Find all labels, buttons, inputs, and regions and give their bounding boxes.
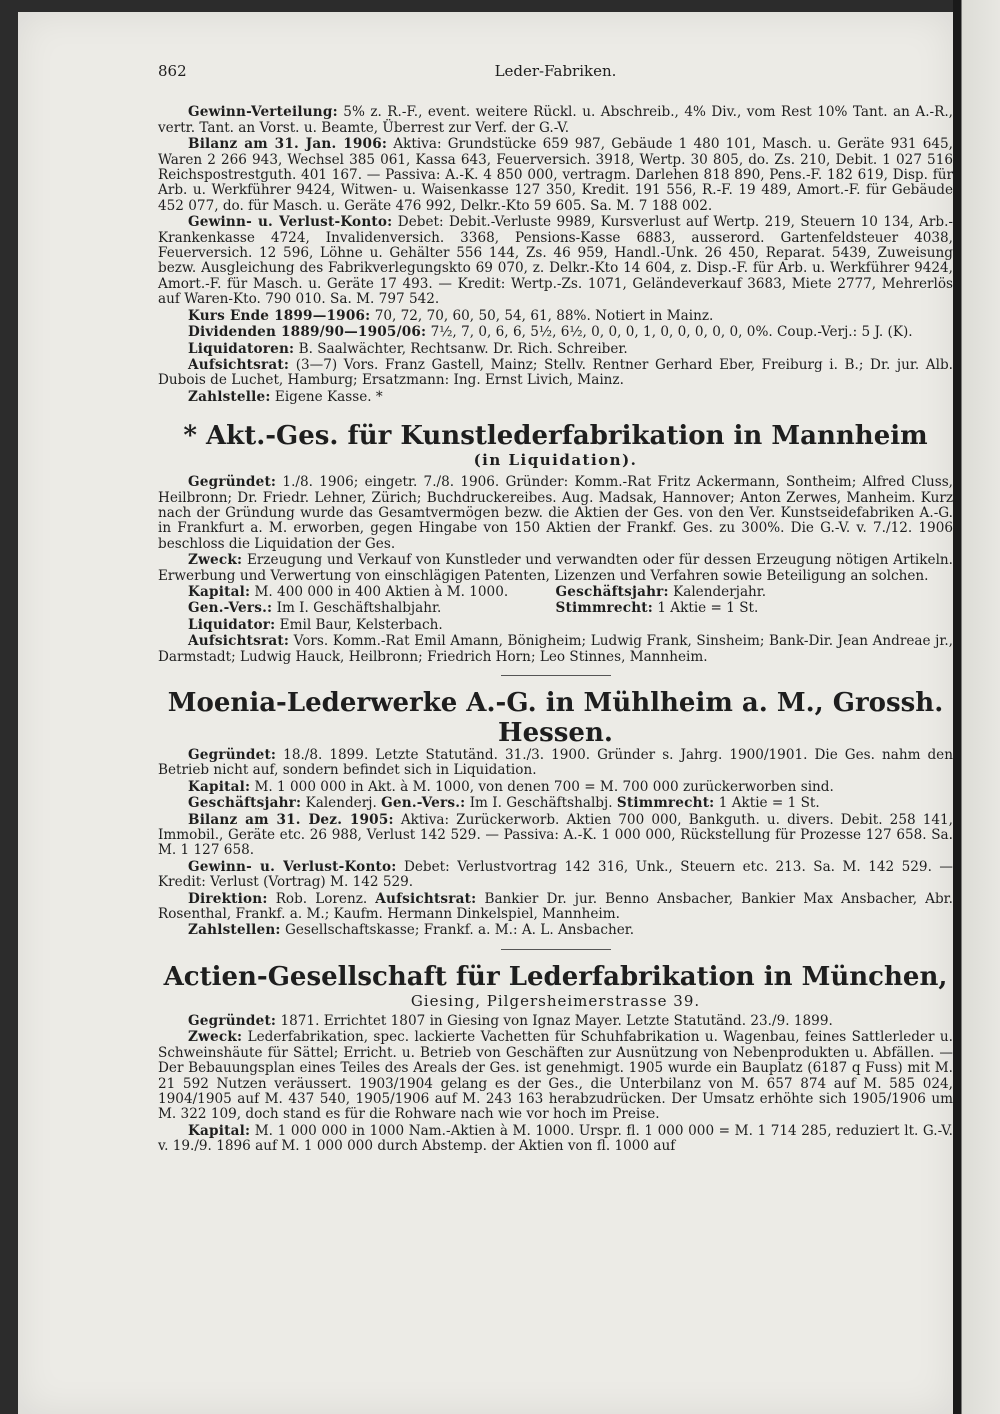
company-entry-moenia — [158, 688, 953, 939]
entry-label: Bilanz am 31. Dez. 1905: — [188, 811, 394, 828]
entry-paragraph — [158, 342, 953, 357]
entry-paragraph — [158, 215, 953, 307]
entry-text: B. Saalwächter, Rechtsanw. Dr. Rich. Schreiber. — [298, 340, 628, 357]
entry-text: Gesellschaftskasse; Frankf. a. M.: A. L. Ansbacher. — [284, 922, 635, 939]
entry-paragraph — [158, 137, 953, 214]
entry-label: Liquidatoren: — [188, 340, 295, 357]
section-continued-entry — [158, 105, 953, 405]
entry-text: 1 Aktie = 1 St. — [718, 795, 820, 812]
entry-label: Direktion: — [188, 890, 268, 907]
entry-text: Emil Baur, Kelsterbach. — [279, 616, 443, 633]
entry-label: Geschäftsjahr: — [188, 795, 302, 812]
entry-label: Stimmrecht: — [616, 795, 715, 812]
entry-label: Gegründet: — [188, 1012, 277, 1029]
entry-paragraph — [158, 860, 953, 891]
entry-paragraph — [158, 796, 953, 811]
entry-text: 5% z. R.-F., event. weitere Rückl. u. Abschreib., 4% Div., vom Rest 10% Tant. an A.-R., vertr. Tant. an Vorst. u. Beamte, Überrest zur Verf. der G.-V. — [158, 104, 953, 136]
company-title: Moenia-Lederwerke A.-G. in Mühlheim a. M., Grossh. Hessen. — [167, 688, 944, 748]
company-subtitle: (in Liquidation). — [473, 451, 638, 470]
entry-paragraph — [158, 475, 953, 552]
entry-paragraph — [158, 1030, 953, 1122]
entry-text: Vors. Komm.-Rat Emil Amann, Bönigheim; Ludwig Frank, Sinsheim; Bank-Dir. Jean Andreae jr., Darmstadt; Ludwig Hauck, Heilbronn; Friedrich Horn; Leo Stinnes, Mannheim. — [158, 633, 954, 665]
entry-label: Gewinn-Verteilung: — [188, 104, 338, 121]
entry-label: Gewinn- u. Verlust-Konto: — [188, 858, 397, 875]
entry-text: 1 Aktie = 1 St. — [657, 600, 759, 617]
entry-paragraph — [158, 618, 953, 633]
entry-paragraph — [158, 585, 556, 600]
entry-label: Zahlstelle: — [188, 388, 271, 405]
entry-paragraph — [556, 585, 954, 600]
page-header — [158, 64, 953, 79]
entry-text: Im I. Geschäftshalbj. — [469, 795, 613, 812]
entry-text: 1871. Errichtet 1807 in Giesing von Ignaz Mayer. Letzte Statutänd. 23./9. 1899. — [280, 1012, 833, 1029]
entry-text: Rob. Lorenz. — [275, 890, 368, 907]
entry-text: Kalenderjahr. — [673, 583, 767, 600]
page-content — [158, 64, 953, 1156]
entry-label: Aufsichtsrat: — [188, 356, 290, 373]
two-column-row — [158, 585, 953, 601]
book-page — [18, 12, 953, 1414]
entry-label: Kurs Ende 1899—1906: — [188, 307, 371, 324]
running-head: Leder-Fabriken. — [494, 62, 617, 80]
section-divider — [501, 949, 611, 950]
entry-label: Kapital: — [188, 583, 251, 600]
entry-text: M. 1 000 000 in 1000 Nam.-Aktien à M. 1000. Urspr. fl. 1 000 000 = M. 1 714 285, reduziert lt. G.-V. v. 19./9. 1896 auf M. 1 000 000 durch Abstemp. der Aktien von fl. 1000 auf — [158, 1122, 953, 1155]
section-divider — [501, 675, 611, 676]
entry-paragraph — [158, 923, 953, 938]
entry-label: Bilanz am 31. Jan. 1906: — [188, 136, 388, 153]
entry-text: Lederfabrikation, spec. lackierte Vachetten für Schuhfabrikation u. Wagenbau, feines Sattlerleder u. Schweinshäute für Sättel; Erricht. u. Betrieb von Geschäften zur Ausnützung von Nebenprodukten u. Abfällen. — Der Bebauungsplan eines Teiles des Areals der Ges. ist genehmigt. 1905 wurde ein Bauplatz (6187 q Fuss) mit M. 21 592 Nutzen veräussert. 1903/1904 gelang es der Ges., die Unterbilanz von M. 657 874 auf M. 585 024, 1904/1905 auf M. 437 540, 1905/1906 auf M. 243 163 herabzudrücken. Der Umsatz erhöhte sich 1905/1906 um M. 322 109, doch stand es für die Rohware nach wie vor hoch im Preise. — [158, 1029, 953, 1123]
entry-text: M. 1 000 000 in Akt. à M. 1000, von denen 700 = M. 700 000 zurückerworben sind. — [254, 778, 834, 795]
company-title: * Akt.-Ges. für Kunstlederfabrikation in Mannheim — [183, 421, 928, 452]
entry-text: Bankier Dr. jur. Benno Ansbacher, Bankier Max Ansbacher, Abr. Rosenthal, Frankf. a. M.; Kaufm. Hermann Dinkelspiel, Mannheim. — [158, 890, 954, 923]
entry-paragraph — [158, 780, 953, 795]
entry-text: Kalenderj. — [305, 795, 377, 812]
entry-label: Gegründet: — [188, 474, 277, 491]
entry-text: M. 400 000 in 400 Aktien à M. 1000. — [254, 583, 509, 600]
entry-text: Debet: Debit.-Verluste 9989, Kursverlust auf Wertp. 219, Steuern 10 134, Arb.-Krankenkasse 4724, Invalidenversich. 3368, Pensions-Kasse 6883, ausserord. Gartenfeldsteuer 4038, Feuerversich. 12 596, Löhne u. Gehälter 556 144, Zs. 46 959, Handl.-Unk. 26 450, Reparat. 5439, Zuweisung bezw. Ausgleichung des Fabrikverlegungskto 69 070, z. Delkr.-Kto 14 604, z. Disp.-F. für Arb. u. Werkführer 9424, Amort.-F. für Masch. u. Geräte 17 493. — Kredit: Wertp.-Zs. 1071, Geländeverkauf 3683, Miete 2777, Mehrerlös auf Waren-Kto. 790 010. Sa. M. 797 542. — [158, 214, 953, 308]
entry-label: Gen.-Vers.: — [188, 600, 273, 617]
entry-label: Zweck: — [188, 1029, 243, 1046]
company-entry-kunstleder — [158, 421, 953, 665]
entry-text: 7½, 7, 0, 6, 6, 5½, 6½, 0, 0, 0, 1, 0, 0, 0, 0, 0, 0%. Coup.-Verj.: 5 J. (K). — [430, 324, 913, 341]
entry-text: 1./8. 1906; eingetr. 7./8. 1906. Gründer: Komm.-Rat Fritz Ackermann, Sontheim; Alfred Cluss, Heilbronn; Dr. Friedr. Lehner, Zürich; Buchdruckereibes. Aug. Madsak, Hannover; Anton Zerwes, Manheim. Kurz nach der Gründung wurde das Gesamtvermögen bezw. die Aktien der Ges. von den Ver. Kunstseidefabriken A.-G. in Frankfurt a. M. erworben, gegen Hingabe von 150 Aktien der Frankf. Ges. zu 300%. Die G.-V. v. 7./12. 1906 beschloss die Liquidation der Ges. — [158, 474, 953, 552]
entry-label: Gen.-Vers.: — [381, 795, 466, 812]
entry-label: Geschäftsjahr: — [555, 583, 669, 600]
entry-paragraph — [158, 748, 953, 779]
entry-text: Im I. Geschäftshalbjahr. — [276, 600, 442, 617]
company-entry-muenchen — [158, 962, 953, 1155]
entry-text: Eigene Kasse. * — [274, 388, 383, 405]
entry-paragraph — [158, 309, 953, 324]
adjacent-page-edge — [953, 0, 1000, 1414]
entry-paragraph — [556, 601, 954, 616]
entry-label: Dividenden 1889/90—1905/06: — [188, 324, 427, 341]
company-address: Giesing, Pilgersheimerstrasse 39. — [410, 991, 701, 1010]
page-number: 862 — [158, 62, 187, 80]
entry-text: Aktiva: Zurückerworb. Aktien 700 000, Bankguth. u. divers. Debit. 258 141, Immobil., Geräte etc. 26 988, Verlust 142 529. — Passiva: A.-K. 1 000 000, Rückstellung für Prozesse 127 658. Sa. M. 1 127 658. — [158, 811, 953, 859]
entry-label: Kapital: — [188, 1122, 251, 1139]
entry-paragraph — [158, 1014, 953, 1029]
company-title: Actien-Gesellschaft für Lederfabrikation in München, — [163, 961, 948, 992]
entry-text: Erzeugung und Verkauf von Kunstleder und verwandten oder für dessen Erzeugung nötigen Artikeln. Erwerbung und Verwertung von einschlägigen Patenten, Lizenzen und Verfahren sowie Beteiligung an solchen. — [158, 552, 953, 584]
entry-paragraph — [158, 1124, 953, 1155]
entry-label: Liquidator: — [188, 616, 276, 633]
entry-text: 18./8. 1899. Letzte Statutänd. 31./3. 1900. Gründer s. Jahrg. 1900/1901. Die Ges. nahm den Betrieb nicht auf, sondern befindet sich in Liquidation. — [158, 747, 953, 779]
entry-text: Debet: Verlustvortrag 142 316, Unk., Steuern etc. 213. Sa. M. 142 529. — Kredit: Verlust (Vortrag) M. 142 529. — [158, 858, 953, 891]
entry-label: Zahlstellen: — [188, 922, 281, 939]
entry-paragraph — [158, 601, 556, 616]
entry-paragraph — [158, 553, 953, 584]
two-column-row — [158, 601, 953, 617]
entry-label: Aufsichtsrat: — [188, 633, 290, 650]
entry-text: Aktiva: Grundstücke 659 987, Gebäude 1 480 101, Masch. u. Geräte 931 645, Waren 2 266 943, Wechsel 385 061, Kassa 643, Feuerversich. 3918, Wertp. 30 805, do. Zs. 210, Debit. 1 027 516 Reichspostrestguth. 401 167. — Passiva: A.-K. 4 850 000, vertragm. Darlehen 818 890, Pens.-F. 182 619, Disp. für Arb. u. Werkführer 9424, Witwen- u. Waisenkasse 127 350, Kredit. 191 556, R.-F. 19 489, Amort.-F. für Gebäude 452 077, do. für Masch. u. Geräte 476 992, Delkr.-Kto 59 605. Sa. M. 7 188 002. — [158, 136, 953, 214]
entry-label: Stimmrecht: — [555, 600, 653, 617]
entry-text: (3—7) Vors. Franz Gastell, Mainz; Stellv. Rentner Gerhard Eber, Freiburg i. B.; Dr. jur. Alb. Dubois de Luchet, Hamburg; Ersatzmann: Ing. Ernst Livich, Mainz. — [158, 356, 953, 389]
entry-label: Kapital: — [188, 778, 251, 795]
entry-text: 70, 72, 70, 60, 50, 54, 61, 88%. Notiert in Mainz. — [374, 307, 714, 324]
entry-paragraph — [158, 390, 953, 405]
entry-paragraph — [158, 105, 953, 136]
entry-label: Zweck: — [188, 552, 243, 569]
entry-paragraph — [158, 325, 953, 340]
entry-label: Gewinn- u. Verlust-Konto: — [188, 214, 393, 231]
entry-paragraph — [158, 358, 953, 389]
entry-label: Aufsichtsrat: — [375, 890, 477, 907]
entry-paragraph — [158, 634, 953, 665]
entry-paragraph — [158, 892, 953, 923]
entry-paragraph — [158, 813, 953, 859]
entry-label: Gegründet: — [188, 747, 277, 763]
